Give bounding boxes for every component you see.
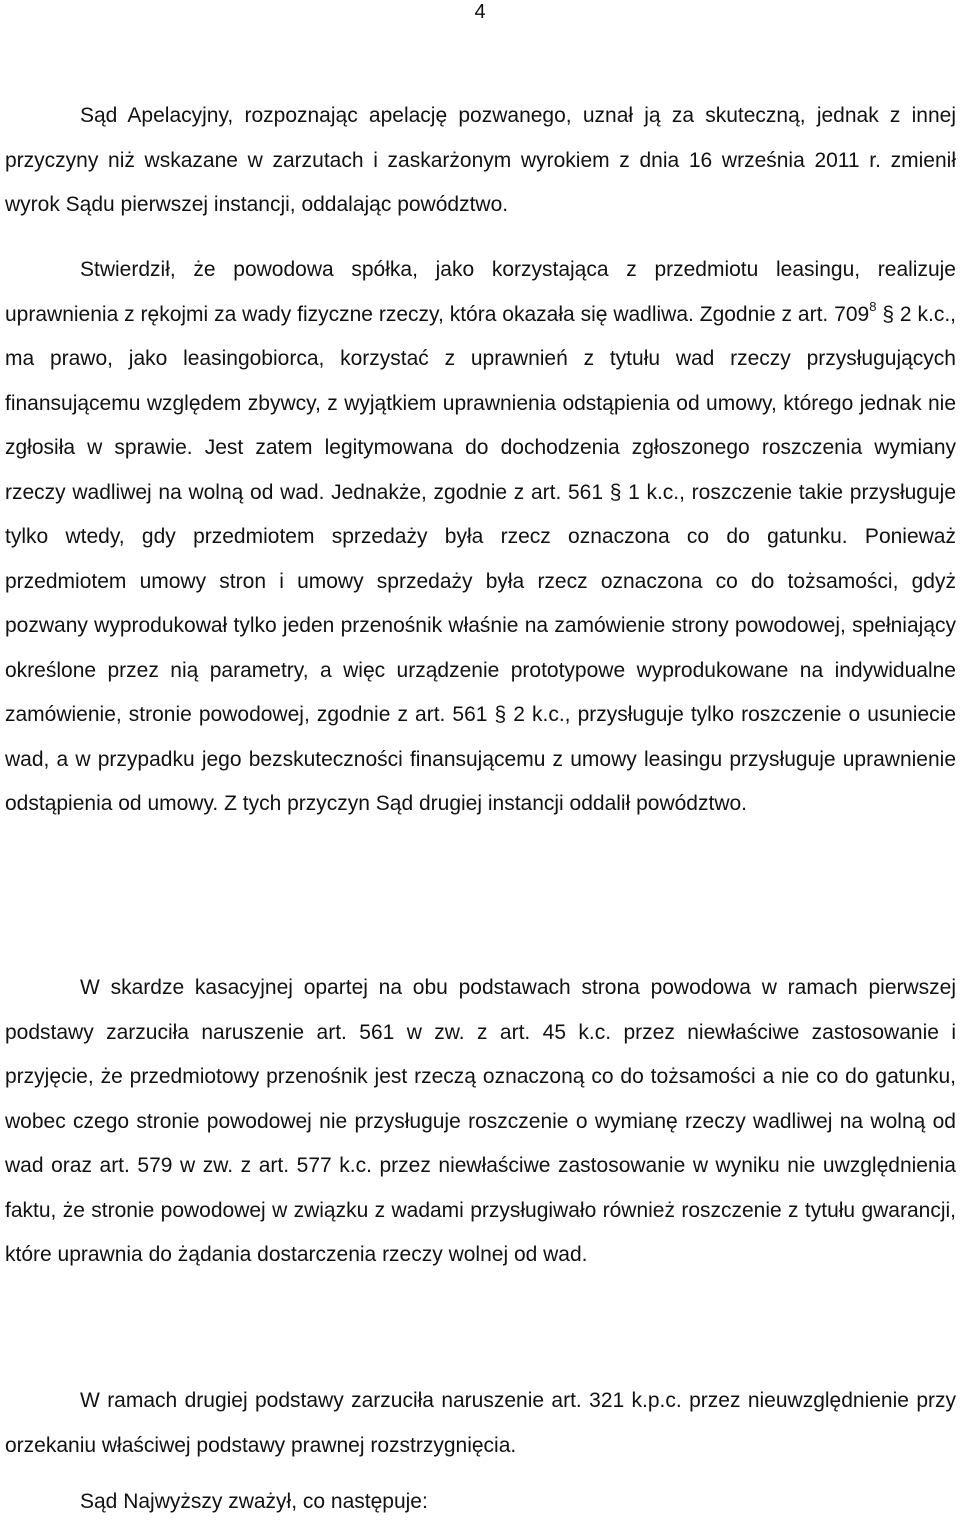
paragraph-1-text: Sąd Apelacyjny, rozpoznając apelację pozwanego, uznał ją za skuteczną, jednak z innej przyczyny niż wskazane w zarzutach i zaskarżonym wyrokiem z dnia 16 września 2011 r. zmienił wyrok Sądu pierwszej instancji, oddalając powództwo. bbox=[5, 104, 956, 216]
paragraph-5 bbox=[5, 1480, 956, 1525]
paragraph-5-text: Sąd Najwyższy zważył, co następuje: bbox=[80, 1490, 428, 1513]
paragraph-4-text: W ramach drugiej podstawy zarzuciła naruszenie art. 321 k.p.c. przez nieuwzględnienie przy orzekaniu właściwej podstawy prawnej rozstrzygnięcia. bbox=[5, 1389, 956, 1457]
paragraph-2 bbox=[5, 248, 956, 827]
page-number: 4 bbox=[474, 1, 486, 23]
paragraph-3-text: W skardze kasacyjnej opartej na obu podstawach strona powodowa w ramach pierwszej podstawy zarzuciła naruszenie art. 561 w zw. z art. 45 k.c. przez niewłaściwe zastosowanie i przyjęcie, że przedmiotowy przenośnik jest rzeczą oznaczoną co do tożsamości a nie co do gatunku, wobec czego stronie powodowej nie przysługuje roszczenie o wymianę rzeczy wadliwej na wolną od wad oraz art. 579 w zw. z art. 577 k.c. przez niewłaściwe zastosowanie w wyniku nie uwzględnienia faktu, że stronie powodowej w związku z wadami przysługiwało również roszczenie z tytułu gwarancji, które uprawnia do żądania dostarczenia rzeczy wolnej od wad. bbox=[5, 976, 956, 1266]
paragraph-2-text bbox=[5, 248, 956, 827]
article-superscript: 8 bbox=[869, 298, 877, 314]
paragraph-3 bbox=[5, 966, 956, 1278]
paragraph-2-part-b: § 2 k.c., ma prawo, jako leasingobiorca, korzystać z uprawnień z tytułu wad rzeczy przysługujących finansującemu względem zbywcy, z wyjątkiem uprawnienia odstąpienia od umowy, którego jednak nie zgłosiła w sprawie. Jest zatem legitymowana do dochodzenia zgłoszonego roszczenia wymiany rzeczy wadliwej na wolną od wad. Jednakże, zgodnie z art. 561 § 1 k.c., roszczenie takie przysługuje tylko wtedy, gdy przedmiotem sprzedaży była rzecz oznaczona co do gatunku. Ponieważ przedmiotem umowy stron i umowy sprzedaży była rzecz oznaczona co do tożsamości, gdyż pozwany wyprodukował tylko jeden przenośnik właśnie na zamówienie strony powodowej, spełniający określone przez nią parametry, a więc urządzenie prototypowe wyprodukowane na indywidualne zamówienie, stronie powodowej, zgodnie z art. 561 § 2 k.c., przysługuje tylko roszczenie o usuniecie wad, a w przypadku jego bezskuteczności finansującemu z umowy leasingu przysługuje uprawnienie odstąpienia od umowy. Z tych przyczyn Sąd drugiej instancji oddalił powództwo. bbox=[5, 302, 956, 815]
paragraph-4 bbox=[5, 1379, 956, 1468]
paragraph-1 bbox=[5, 94, 956, 228]
paragraph-2-part-a: Stwierdził, że powodowa spółka, jako korzystająca z przedmiotu leasingu, realizuje uprawnienia z rękojmi za wady fizyczne rzeczy, która okazała się wadliwa. Zgodnie z art. 709 bbox=[5, 258, 956, 326]
